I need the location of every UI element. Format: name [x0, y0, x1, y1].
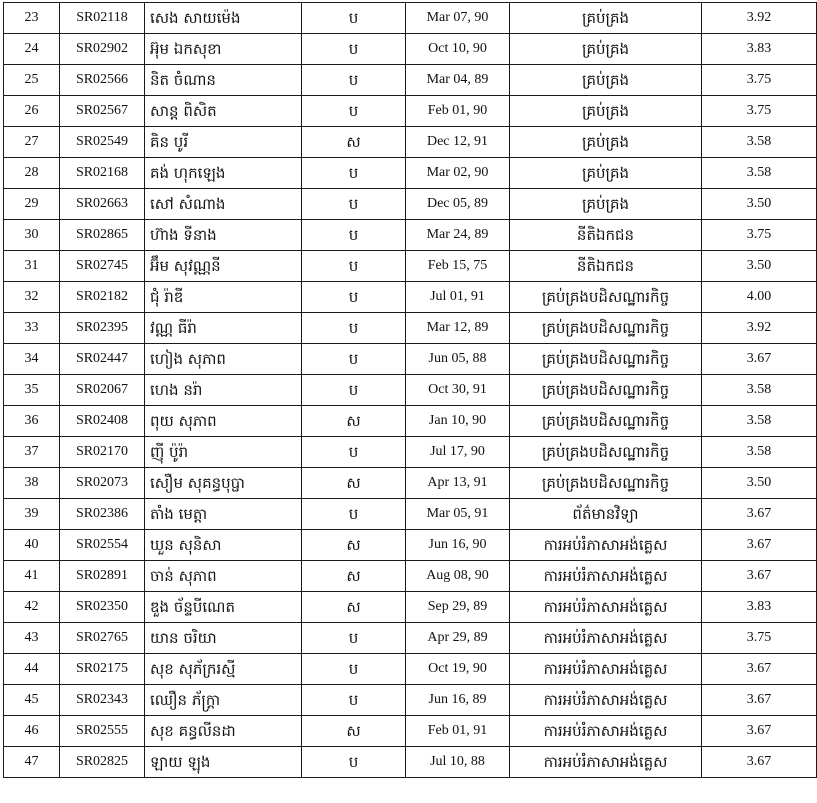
- row-number: 39: [4, 499, 60, 530]
- student-name: ហៀង សុភាព: [145, 344, 302, 375]
- student-sex: ស: [302, 592, 406, 623]
- student-id: SR02891: [60, 561, 145, 592]
- row-number: 42: [4, 592, 60, 623]
- major-field: គ្រប់គ្រងបដិសណ្ឋារកិច្ច: [510, 282, 702, 313]
- date-of-birth: Jun 16, 89: [406, 685, 510, 716]
- student-sex: ប: [302, 158, 406, 189]
- gpa-score: 3.67: [702, 530, 817, 561]
- student-name: ហេង នរ៉ា: [145, 375, 302, 406]
- student-id: SR02182: [60, 282, 145, 313]
- student-sex: ប: [302, 65, 406, 96]
- student-sex: ប: [302, 654, 406, 685]
- student-name: ឃួន សុនិសា: [145, 530, 302, 561]
- major-field: ការអប់រំភាសាអង់គ្លេស: [510, 623, 702, 654]
- date-of-birth: Oct 30, 91: [406, 375, 510, 406]
- student-sex: ប: [302, 685, 406, 716]
- row-number: 37: [4, 437, 60, 468]
- student-name: សឿម សុគន្ធបុប្ផា: [145, 468, 302, 499]
- student-id: SR02350: [60, 592, 145, 623]
- table-row: [4, 96, 817, 127]
- row-number: 44: [4, 654, 60, 685]
- student-name: ចាន់ សុភាព: [145, 561, 302, 592]
- gpa-score: 3.50: [702, 189, 817, 220]
- student-sex: ប: [302, 96, 406, 127]
- student-name: ហ៊ាង ទីនាង: [145, 220, 302, 251]
- table-row: [4, 375, 817, 406]
- table-row: [4, 561, 817, 592]
- student-name: ឌួង ច័ន្ទបីណេត: [145, 592, 302, 623]
- student-sex: ប: [302, 623, 406, 654]
- student-id: SR02902: [60, 34, 145, 65]
- major-field: ការអប់រំភាសាអង់គ្លេស: [510, 561, 702, 592]
- student-id: SR02170: [60, 437, 145, 468]
- student-id: SR02825: [60, 747, 145, 778]
- table-row: [4, 220, 817, 251]
- gpa-score: 3.67: [702, 716, 817, 747]
- student-name: វណ្ណ ធីរ៉ា: [145, 313, 302, 344]
- student-id: SR02447: [60, 344, 145, 375]
- gpa-score: 3.92: [702, 3, 817, 34]
- gpa-score: 3.67: [702, 654, 817, 685]
- gpa-score: 3.92: [702, 313, 817, 344]
- student-id: SR02555: [60, 716, 145, 747]
- row-number: 34: [4, 344, 60, 375]
- student-id: SR02073: [60, 468, 145, 499]
- date-of-birth: Feb 01, 90: [406, 96, 510, 127]
- student-id: SR02343: [60, 685, 145, 716]
- date-of-birth: Mar 05, 91: [406, 499, 510, 530]
- student-sex: ប: [302, 344, 406, 375]
- date-of-birth: Aug 08, 90: [406, 561, 510, 592]
- student-sex: ប: [302, 3, 406, 34]
- gpa-score: 3.83: [702, 34, 817, 65]
- gpa-score: 3.75: [702, 623, 817, 654]
- date-of-birth: Apr 29, 89: [406, 623, 510, 654]
- major-field: គ្រប់គ្រងបដិសណ្ឋារកិច្ច: [510, 468, 702, 499]
- student-id: SR02118: [60, 3, 145, 34]
- student-id: SR02408: [60, 406, 145, 437]
- row-number: 27: [4, 127, 60, 158]
- row-number: 23: [4, 3, 60, 34]
- gpa-score: 3.58: [702, 406, 817, 437]
- gpa-score: 3.67: [702, 561, 817, 592]
- student-name: ជុំ រ៉ាឌី: [145, 282, 302, 313]
- date-of-birth: Mar 12, 89: [406, 313, 510, 344]
- student-sex: ស: [302, 406, 406, 437]
- table-row: [4, 282, 817, 313]
- student-name: សុខ សុភ័ក្ររស្មី: [145, 654, 302, 685]
- table-row: [4, 251, 817, 282]
- row-number: 40: [4, 530, 60, 561]
- gpa-score: 3.67: [702, 685, 817, 716]
- row-number: 46: [4, 716, 60, 747]
- major-field: ការអប់រំភាសាអង់គ្លេស: [510, 592, 702, 623]
- student-id: SR02566: [60, 65, 145, 96]
- date-of-birth: Sep 29, 89: [406, 592, 510, 623]
- student-name: ឡាយ ឡុង: [145, 747, 302, 778]
- date-of-birth: Jan 10, 90: [406, 406, 510, 437]
- student-name: អ៊ុម ឯកសុខា: [145, 34, 302, 65]
- table-row: [4, 530, 817, 561]
- gpa-score: 3.50: [702, 251, 817, 282]
- student-id: SR02549: [60, 127, 145, 158]
- student-sex: ប: [302, 34, 406, 65]
- date-of-birth: Oct 10, 90: [406, 34, 510, 65]
- student-sex: ស: [302, 530, 406, 561]
- student-sex: ស: [302, 561, 406, 592]
- table-row: [4, 65, 817, 96]
- date-of-birth: Dec 05, 89: [406, 189, 510, 220]
- major-field: គ្រប់គ្រងបដិសណ្ឋារកិច្ច: [510, 344, 702, 375]
- student-name: គិន បូរី: [145, 127, 302, 158]
- date-of-birth: Jun 16, 90: [406, 530, 510, 561]
- table-row: [4, 344, 817, 375]
- date-of-birth: Mar 02, 90: [406, 158, 510, 189]
- table-row: [4, 3, 817, 34]
- date-of-birth: Jul 10, 88: [406, 747, 510, 778]
- table-row: [4, 468, 817, 499]
- student-sex: ប: [302, 375, 406, 406]
- gpa-score: 4.00: [702, 282, 817, 313]
- gpa-score: 3.58: [702, 158, 817, 189]
- student-name: យាន ចរិយា: [145, 623, 302, 654]
- major-field: គ្រប់គ្រង: [510, 3, 702, 34]
- table-row: [4, 716, 817, 747]
- major-field: នីតិឯកជន: [510, 251, 702, 282]
- gpa-score: 3.75: [702, 220, 817, 251]
- major-field: នីតិឯកជន: [510, 220, 702, 251]
- row-number: 41: [4, 561, 60, 592]
- student-sex: ប: [302, 189, 406, 220]
- student-sex: ប: [302, 747, 406, 778]
- date-of-birth: Dec 12, 91: [406, 127, 510, 158]
- student-sex: ប: [302, 220, 406, 251]
- date-of-birth: Jul 01, 91: [406, 282, 510, 313]
- student-id: SR02567: [60, 96, 145, 127]
- row-number: 31: [4, 251, 60, 282]
- date-of-birth: Apr 13, 91: [406, 468, 510, 499]
- student-name: ពុយ សុភាព: [145, 406, 302, 437]
- gpa-score: 3.58: [702, 437, 817, 468]
- table-row: [4, 623, 817, 654]
- student-sex: ប: [302, 313, 406, 344]
- table-row: [4, 685, 817, 716]
- row-number: 45: [4, 685, 60, 716]
- table-row: [4, 406, 817, 437]
- row-number: 32: [4, 282, 60, 313]
- student-name: សៅ សំណាង: [145, 189, 302, 220]
- student-name: តាំង មេត្តា: [145, 499, 302, 530]
- major-field: ការអប់រំភាសាអង់គ្លេស: [510, 654, 702, 685]
- gpa-score: 3.83: [702, 592, 817, 623]
- student-id: SR02175: [60, 654, 145, 685]
- student-id: SR02395: [60, 313, 145, 344]
- table-row: [4, 437, 817, 468]
- student-id: SR02865: [60, 220, 145, 251]
- row-number: 38: [4, 468, 60, 499]
- student-name: សាន្ត ពិសិត: [145, 96, 302, 127]
- gpa-score: 3.50: [702, 468, 817, 499]
- student-id: SR02765: [60, 623, 145, 654]
- gpa-score: 3.75: [702, 96, 817, 127]
- major-field: ការអប់រំភាសាអង់គ្លេស: [510, 716, 702, 747]
- date-of-birth: Mar 24, 89: [406, 220, 510, 251]
- major-field: គ្រប់គ្រង: [510, 65, 702, 96]
- row-number: 28: [4, 158, 60, 189]
- student-name: សុខ គន្ធលីនដា: [145, 716, 302, 747]
- major-field: គ្រប់គ្រង: [510, 189, 702, 220]
- student-sex: ប: [302, 499, 406, 530]
- row-number: 36: [4, 406, 60, 437]
- student-name: និត ចំណាន: [145, 65, 302, 96]
- table-row: [4, 189, 817, 220]
- student-name: គង់ ហុកឡេង: [145, 158, 302, 189]
- row-number: 26: [4, 96, 60, 127]
- gpa-score: 3.58: [702, 375, 817, 406]
- table-row: [4, 127, 817, 158]
- table-row: [4, 747, 817, 778]
- major-field: គ្រប់គ្រង: [510, 96, 702, 127]
- major-field: ព័ត៌មានវិទ្យា: [510, 499, 702, 530]
- student-name: ឈឿន ភ័ក្ត្រា: [145, 685, 302, 716]
- row-number: 43: [4, 623, 60, 654]
- row-number: 29: [4, 189, 60, 220]
- table-body: [4, 3, 817, 778]
- student-id: SR02386: [60, 499, 145, 530]
- major-field: គ្រប់គ្រងបដិសណ្ឋារកិច្ច: [510, 437, 702, 468]
- row-number: 47: [4, 747, 60, 778]
- table-row: [4, 592, 817, 623]
- student-id: SR02663: [60, 189, 145, 220]
- student-sex: ប: [302, 282, 406, 313]
- major-field: គ្រប់គ្រងបដិសណ្ឋារកិច្ច: [510, 375, 702, 406]
- student-id: SR02168: [60, 158, 145, 189]
- student-sex: ប: [302, 437, 406, 468]
- gpa-score: 3.58: [702, 127, 817, 158]
- gpa-score: 3.75: [702, 65, 817, 96]
- major-field: ការអប់រំភាសាអង់គ្លេស: [510, 747, 702, 778]
- major-field: គ្រប់គ្រងបដិសណ្ឋារកិច្ច: [510, 406, 702, 437]
- row-number: 25: [4, 65, 60, 96]
- row-number: 35: [4, 375, 60, 406]
- student-sex: ប: [302, 251, 406, 282]
- student-sex: ស: [302, 716, 406, 747]
- table-row: [4, 158, 817, 189]
- student-id: SR02067: [60, 375, 145, 406]
- date-of-birth: Jul 17, 90: [406, 437, 510, 468]
- row-number: 33: [4, 313, 60, 344]
- student-sex: ស: [302, 468, 406, 499]
- major-field: ការអប់រំភាសាអង់គ្លេស: [510, 685, 702, 716]
- date-of-birth: Mar 04, 89: [406, 65, 510, 96]
- student-id: SR02554: [60, 530, 145, 561]
- major-field: គ្រប់គ្រងបដិសណ្ឋារកិច្ច: [510, 313, 702, 344]
- student-name: សេង សាយម៉េង: [145, 3, 302, 34]
- student-name: ញ៉ី ប៉ូរ៉ា: [145, 437, 302, 468]
- gpa-score: 3.67: [702, 344, 817, 375]
- student-sex: ស: [302, 127, 406, 158]
- student-results-table: [3, 2, 817, 778]
- student-id: SR02745: [60, 251, 145, 282]
- date-of-birth: Feb 15, 75: [406, 251, 510, 282]
- date-of-birth: Feb 01, 91: [406, 716, 510, 747]
- major-field: គ្រប់គ្រង: [510, 34, 702, 65]
- table-row: [4, 654, 817, 685]
- date-of-birth: Jun 05, 88: [406, 344, 510, 375]
- row-number: 30: [4, 220, 60, 251]
- table-row: [4, 34, 817, 65]
- major-field: គ្រប់គ្រង: [510, 158, 702, 189]
- gpa-score: 3.67: [702, 499, 817, 530]
- date-of-birth: Oct 19, 90: [406, 654, 510, 685]
- table-row: [4, 499, 817, 530]
- gpa-score: 3.67: [702, 747, 817, 778]
- table-row: [4, 313, 817, 344]
- major-field: គ្រប់គ្រង: [510, 127, 702, 158]
- row-number: 24: [4, 34, 60, 65]
- major-field: ការអប់រំភាសាអង់គ្លេស: [510, 530, 702, 561]
- student-name: អ៊ឹម សុវណ្ណនី: [145, 251, 302, 282]
- date-of-birth: Mar 07, 90: [406, 3, 510, 34]
